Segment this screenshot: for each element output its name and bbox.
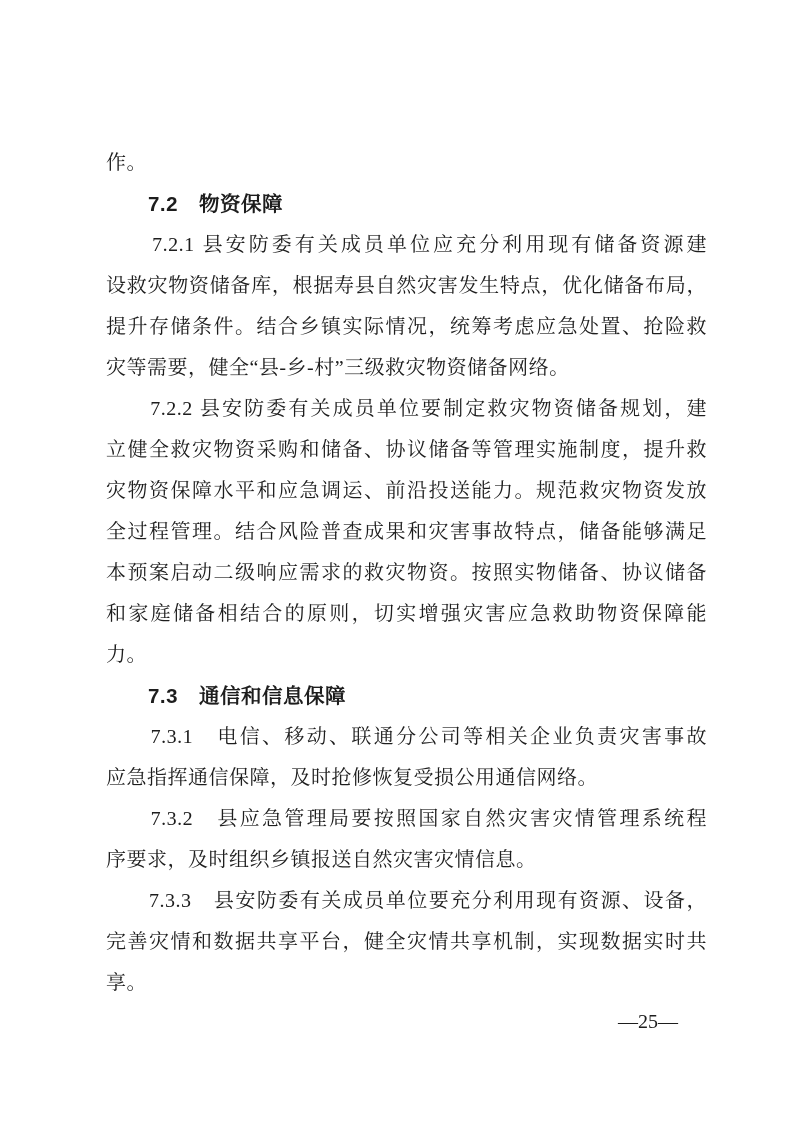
paragraph [106,881,707,1004]
text-line: 力。 [106,644,147,666]
page-number: —25— [618,1011,678,1033]
document-body [106,143,707,1004]
text-line: 享。 [106,972,147,994]
text-line: 完善灾情和数据共享平台，健全灾情共享机制，实现数据实时共 [106,931,707,953]
paragraph [106,225,707,389]
section-heading [106,184,707,225]
paragraph [106,717,707,799]
text-line: 7.2.2 县安防委有关成员单位要制定救灾物资储备规划，建 [106,398,707,420]
text-line: 7.3.3 县安防委有关成员单位要充分利用现有资源、设备， [106,890,707,912]
paragraph [106,799,707,881]
paragraph [106,143,707,184]
text-line: 7.3.1 电信、移动、联通分公司等相关企业负责灾害事故 [106,726,707,748]
text-line: 和家庭储备相结合的原则，切实增强灾害应急救助物资保障能 [106,603,707,625]
text-line: 灾等需要，健全“县-乡-村”三级救灾物资储备网络。 [106,357,570,379]
text-line: 设救灾物资储备库，根据寿县自然灾害发生特点，优化储备布局， [106,275,707,297]
text-line: 7.2 物资保障 [106,193,283,216]
text-line: 应急指挥通信保障，及时抢修恢复受损公用通信网络。 [106,767,598,789]
text-line: 7.3 通信和信息保障 [106,685,346,708]
text-line: 全过程管理。结合风险普查成果和灾害事故特点，储备能够满足 [106,521,707,543]
text-line: 立健全救灾物资采购和储备、协议储备等管理实施制度，提升救 [106,439,707,461]
text-line: 提升存储条件。结合乡镇实际情况，统筹考虑应急处置、抢险救 [106,316,707,338]
section-heading [106,676,707,717]
text-line: 灾物资保障水平和应急调运、前沿投送能力。规范救灾物资发放 [106,480,707,502]
text-line: 7.2.1 县安防委有关成员单位应充分利用现有储备资源建 [106,234,707,256]
text-line: 本预案启动二级响应需求的救灾物资。按照实物储备、协议储备 [106,562,707,584]
text-line: 作。 [106,152,147,174]
text-line: 序要求，及时组织乡镇报送自然灾害灾情信息。 [106,849,537,871]
paragraph [106,389,707,676]
text-line: 7.3.2 县应急管理局要按照国家自然灾害灾情管理系统程 [106,808,707,830]
